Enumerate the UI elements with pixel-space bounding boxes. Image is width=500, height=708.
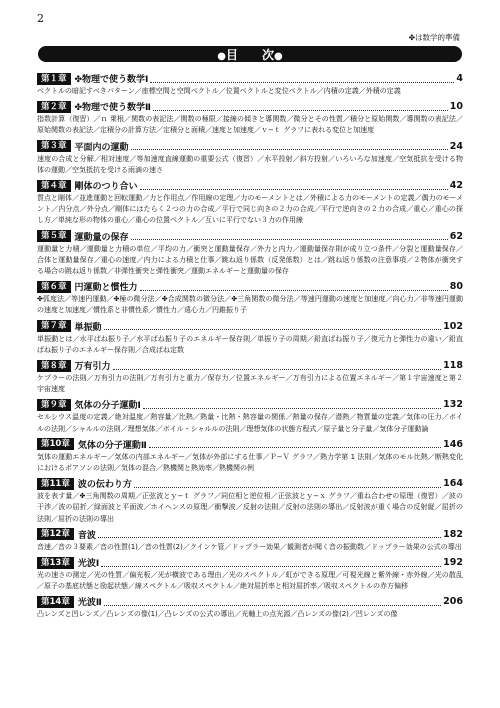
chapter-badge: 第３章	[37, 140, 71, 152]
chapter-title: 単振動	[74, 322, 102, 333]
chapter-topics: セルシウス温度の定義／絶対温度／熱容量／比熱／熱量・比熱・熱容量の関係／熱量の保存／潜熱／物質量の定義／気体の圧力／ボイルの法則／シャルルの法則／理想気体／ボイル・シャルルの法則／理想気体の状態方程式／原子量と分子量／気体分子運動論	[37, 413, 463, 433]
dot-leader	[134, 480, 441, 488]
chapter-badge: 第１章	[37, 73, 71, 85]
chapter-topics: 単振動とは／水平ばね振り子／水平ばね振り子のエネルギー保存則／単振り子の周期／鉛直ばね振り子／復元力と弾性力の違い／鉛直ばね振り子のエネルギー保存則／合成ばね定数	[37, 334, 463, 354]
chapter-topics: 運動量と力積／運動量と力積の単位／平均の力／衝突と運動量保存／外力と内力／運動量保存則が成り立つ条件／分裂と運動量保存／合体と運動量保存／重心の速度／内力による力積と仕事／跳ね返り係数（反発係数）とは／跳ね返り係数の注意事項／２物体が衝突する場合の跳ね返り係数／非弾性衝突と弾性衝突／運動エネルギーと運動量の保存	[37, 244, 463, 276]
chapter-badge: 第６章	[37, 281, 71, 293]
chapter-page: 62	[449, 230, 463, 242]
chapter-12	[37, 528, 463, 553]
chapter-6	[37, 280, 463, 316]
bullet-dot-icon: ●	[217, 50, 226, 62]
chapter-badge: 第12章	[37, 528, 74, 540]
chapter-topics: 気体の運動エネルギー／気体の内部エネルギー／気体が外部にする仕事／Ｐ−Ｖ グラフ／熱力学第 1 法則／気体のモル比熱／断熱変化におけるポアソンの法則／気体の混合／熱機関と熱効率／熱機関の例	[37, 452, 463, 473]
chapter-page: 132	[443, 399, 463, 411]
chapter-badge: 第11章	[37, 478, 74, 490]
dot-leader	[131, 142, 448, 150]
chapter-8	[37, 359, 463, 395]
chapter-badge: 第４章	[37, 180, 71, 192]
chapter-page: 80	[449, 281, 463, 293]
chapter-9	[37, 398, 463, 434]
dot-leader	[104, 322, 442, 330]
chapter-3	[37, 140, 463, 176]
chapter-badge: 第７章	[37, 320, 71, 332]
chapter-title: 運動量の保存	[74, 232, 129, 243]
chapter-page: 118	[443, 360, 463, 372]
chapter-title: 剛体のつり合い	[74, 182, 138, 193]
dot-leader	[113, 362, 442, 370]
chapter-page: 4	[456, 73, 463, 84]
chapter-topics: ケプラーの法則／万有引力の法則／万有引力と重力／保存力／位置エネルギー／万有引力による位置エネルギー／第１宇宙速度と第２宇宙速度	[37, 374, 463, 394]
dot-leader	[150, 75, 454, 83]
chapter-page: 146	[443, 438, 463, 450]
chapter-title: 円運動と慣性力	[74, 283, 138, 294]
chapter-topics: 波を表す量／✤三角関数の周期／正弦波とｙ−ｔ グラフ／同位相と逆位相／正弦波とｙ−ｘ グラフ／重ね合わせの原理（復習）／波の干渉／波の屈折／緑面波と平面波／ホイヘンスの原理／衝撃波／反射の法則／反射の法則の導出／反射波が重く場合の反射縦／屈折の法則／屈折の法則の導出	[37, 492, 463, 523]
chapter-2	[37, 100, 463, 136]
chapter-badge: 第14章	[37, 596, 74, 608]
dot-leader	[149, 440, 441, 448]
chapter-title: ✤物理で使う数学Ⅰ	[74, 75, 149, 85]
chapter-14	[37, 595, 463, 620]
dot-leader	[143, 401, 441, 409]
chapter-page: 24	[449, 140, 463, 152]
chapter-title: 平面内の運動	[74, 142, 129, 153]
chapter-title: 光波Ⅱ	[77, 598, 102, 609]
chapter-4	[37, 179, 463, 227]
chapter-title: 光波Ⅰ	[77, 559, 100, 570]
toc-title-bar	[38, 46, 462, 62]
dot-leader	[98, 530, 441, 538]
chapter-title: 気体の分子運動Ⅰ	[74, 401, 141, 412]
dot-leader	[101, 559, 441, 567]
chapter-badge: 第８章	[37, 360, 71, 372]
header-note: ✤は数学的準備	[408, 33, 460, 42]
chapter-5	[37, 230, 463, 278]
chapter-10	[37, 438, 463, 474]
chapter-topics: ベクトルの暗記すべきパターン／座標空間と空間ベクトル／位置ベクトルと変位ベクトル／内積の定義／外積の定義	[37, 87, 401, 95]
bullet-dot-icon: ●	[274, 50, 283, 62]
chapter-topics: 光の速さの測定／光の性質／偏光板／光が横波である理由／光のスペクトル／虹ができる原理／可視光線と紫外線・赤外線／光の散乱／原子の基底状態と励起状態／線スペクトル／吸収スペクトル／絶対屈折率と相対屈折率／吸収スペクトルの赤方偏移	[37, 571, 463, 591]
chapter-title: 万有引力	[74, 362, 111, 373]
chapter-11	[37, 477, 463, 525]
table-of-contents	[37, 72, 463, 624]
chapter-badge: 第13章	[37, 557, 74, 569]
chapter-7	[37, 320, 463, 356]
chapter-1	[37, 72, 463, 97]
dot-leader	[140, 283, 448, 291]
chapter-topics: 音速／音の３要素／音の性質(1)／音の性質(2)／クインケ管／ドップラー効果／観測者が聞く音の振動数／ドップラー効果の公式の導出	[37, 542, 462, 551]
chapter-topics: 速度の合成と分解／相対速度／等加速度直線運動の重要公式（復習）／水平投射／斜方投射／いろいろな加速度／空気抵抗を受ける物体の運動／空気抵抗を受ける雨滴の速さ	[37, 154, 463, 174]
chapter-page: 10	[449, 101, 463, 113]
chapter-title: 波の伝わり方	[77, 480, 132, 491]
title-left: ●目	[217, 47, 238, 62]
chapter-page: 102	[443, 320, 463, 332]
chapter-badge: 第10章	[37, 438, 74, 450]
chapter-title: 気体の分子運動Ⅱ	[77, 440, 147, 451]
chapter-badge: 第２章	[37, 101, 71, 113]
title-right: 次●	[262, 47, 283, 62]
chapter-topics: 凸レンズと凹レンズ／凸レンズの像(1)／凸レンズの公式の導出／光軸上の点光源／凸レンズの像(2)／凹レンズの像	[37, 610, 398, 619]
chapter-page: 192	[443, 557, 463, 569]
chapter-title: 音波	[77, 530, 96, 541]
dot-leader	[140, 182, 448, 190]
chapter-topics: 質点と剛体／並進運動と回転運動／力と作用点／作用線の定理／力のモーメントとは／外積による力のモーメントの定義／偶力のモーメント／内分点／外分点／剛体にはたらく２つの力の合成／平行で同じ向きの２力の合成／平行で逆向きの２力の合成／重心／重心の探し方／単純な形の物体の重心／重心の位置ベクトル／互いに平行でない３力の作用線	[37, 194, 463, 225]
chapter-page: 182	[443, 528, 463, 540]
dot-leader	[131, 232, 448, 240]
dot-leader	[104, 598, 441, 606]
chapter-topics: 指数計算（復習）／ｎ 乗根／関数の表記法／関数の極限／接線の傾きと導関数／微分とその性質／積分と原始関数／導関数の表記法／原始関数の表記法／定積分の計算方法／定積分と面積／速度と加速度／ｖ−ｔ グラフに表れる変位と加速度	[37, 115, 463, 135]
chapter-page: 164	[443, 478, 463, 490]
chapter-13	[37, 556, 463, 592]
page-number: 2	[37, 12, 44, 25]
chapter-title: ✤物理で使う数学Ⅱ	[74, 103, 151, 114]
chapter-badge: 第５章	[37, 230, 71, 242]
chapter-page: 206	[443, 596, 463, 608]
dot-leader	[153, 103, 448, 111]
chapter-badge: 第９章	[37, 399, 71, 411]
chapter-page: 42	[449, 180, 463, 192]
chapter-topics: ✤弧度法／等速円運動／✤極の微分法／✤合成関数の微分法／✤三角関数の微分法／等速円運動の速度と加速度／向心力／非等速円運動の速度と加速度／慣性系と非慣性系／慣性力／遠心力／円錐振り子	[37, 295, 463, 315]
